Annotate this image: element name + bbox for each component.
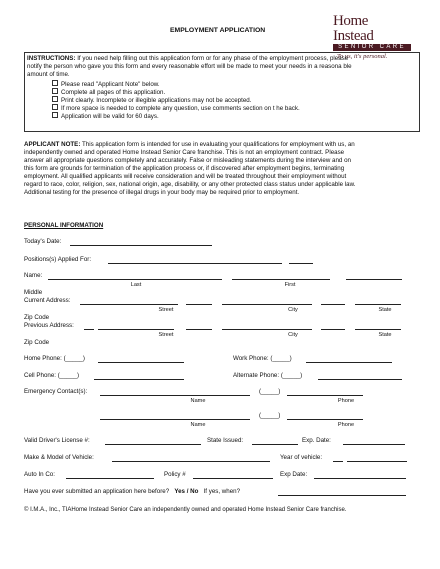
state-caption: State <box>378 307 392 313</box>
emergency-phone-area-1: (_____) <box>259 388 281 395</box>
state-issued-field[interactable] <box>252 444 298 445</box>
instruction-item-text: Please read "Applicant Note" below. <box>61 81 160 88</box>
applicant-note-text-1: This application form is intended for use in evaluating your qualifications for employment with us, an <box>80 141 355 148</box>
previous-address-label: Previous Address: <box>24 322 74 329</box>
exp-date-label: Exp. Date: <box>302 437 331 444</box>
emergency-phone-area-2: (_____) <box>259 412 281 419</box>
instruction-item-text: Complete all pages of this application. <box>61 89 166 96</box>
policy-label: Policy # <box>164 471 186 478</box>
applicant-note-line: independently owned and operated Home Instead Senior Care franchise. This is not an employment contract. Please <box>24 149 345 156</box>
applicant-note-line: answer all appropriate questions completely and accurately. False or misleading statements during the interview and on <box>24 157 351 164</box>
instruction-item-text: Print clearly. Incomplete or illegible applications may not be accepted. <box>61 97 252 104</box>
yes-no-option[interactable]: Yes / No <box>174 488 199 495</box>
current-street-field-2[interactable] <box>186 304 212 305</box>
emergency-name-field-1[interactable] <box>100 395 250 396</box>
current-address-label: Current Address: <box>24 297 71 304</box>
exp-date-2-label: Exp Date: <box>280 471 308 478</box>
phone-area-code: (_____) <box>63 355 85 362</box>
logo-tagline: To us, it's personal. <box>337 53 388 60</box>
year-vehicle-field[interactable] <box>347 461 407 462</box>
current-city-field[interactable] <box>222 304 312 305</box>
make-model-field[interactable] <box>112 461 270 462</box>
last-caption: Last <box>130 282 142 288</box>
instructions-label: INSTRUCTIONS: <box>27 55 76 62</box>
instructions-line-1 <box>27 55 348 63</box>
first-caption: First <box>284 282 296 288</box>
applicant-note-line: Additional testing for the presence of illegal drugs in your body may be required prior to employment. <box>24 189 300 196</box>
todays-date-field[interactable] <box>70 245 212 246</box>
emergency-name-field-2[interactable] <box>100 419 250 420</box>
year-vehicle-label: Year of vehicle: <box>280 454 323 461</box>
emergency-phone-field-2[interactable] <box>287 419 363 420</box>
emergency-phone-field-1[interactable] <box>287 395 363 396</box>
instruction-item <box>52 112 159 121</box>
positions-label: Positions(s) Applied For: <box>24 256 92 263</box>
last-name-field[interactable] <box>48 279 222 280</box>
footer-text: © I.M.A., Inc., TIAHome Instead Senior Care an independently owned and operated Home Instead Senior Care franchise. <box>24 507 347 513</box>
middle-caption: Middle <box>24 289 43 296</box>
applicant-note-line: regard to race, color, religion, sex, national origin, age, disability, or any other protected class status under applicable law. <box>24 181 356 188</box>
home-phone-label <box>24 355 85 363</box>
if-yes-label: If yes, when? <box>203 488 241 495</box>
city-caption: City <box>288 332 298 338</box>
checkbox-icon <box>52 88 58 94</box>
checkbox-icon <box>52 112 58 118</box>
instruction-item-text: If more space is needed to complete any question, use comments section on t he back. <box>61 105 300 112</box>
logo-subtitle: SENIOR CARE <box>333 44 411 51</box>
applicant-note-line: employment. All qualified applicants will receive consideration and will be treated throughout their employment without <box>24 173 347 180</box>
state-issued-label: State Issued: <box>207 437 244 444</box>
name-caption: Name <box>190 422 206 428</box>
checkbox-icon <box>52 104 58 110</box>
if-yes-field[interactable] <box>278 495 406 496</box>
exp-date-2-field[interactable] <box>314 478 406 479</box>
applicant-note-line-1 <box>24 141 355 149</box>
alternate-phone-field[interactable] <box>318 379 402 380</box>
work-phone-field[interactable] <box>306 362 392 363</box>
license-label: Valid Driver's License #: <box>24 437 90 444</box>
street-caption: Street <box>158 307 174 313</box>
previous-street-field-2[interactable] <box>186 329 212 330</box>
policy-field[interactable] <box>193 478 273 479</box>
applicant-note-label: APPLICANT NOTE: <box>24 141 81 148</box>
previous-street-field-a[interactable] <box>84 329 94 330</box>
auto-ins-label: Auto In Co: <box>24 471 55 478</box>
previous-street-field[interactable] <box>98 329 174 330</box>
positions-field-2[interactable] <box>289 263 313 264</box>
alternate-phone-text: Alternate Phone: <box>233 372 280 379</box>
alternate-phone-label <box>233 372 302 380</box>
positions-field[interactable] <box>108 263 282 264</box>
name-caption: Name <box>190 398 206 404</box>
cell-phone-label <box>24 372 79 380</box>
phone-area-code: (_____) <box>57 372 80 379</box>
checkbox-icon <box>52 80 58 86</box>
cell-phone-field[interactable] <box>94 379 184 380</box>
current-city-field-2[interactable] <box>321 304 345 305</box>
phone-caption: Phone <box>337 398 355 404</box>
license-field[interactable] <box>105 444 201 445</box>
instructions-line-3: amount of time. <box>27 71 70 78</box>
zip-code-caption: Zip Code <box>24 339 50 346</box>
work-phone-text: Work Phone: <box>233 355 269 362</box>
personal-info-heading: PERSONAL INFORMATION <box>24 222 104 229</box>
logo-name: Home Instead <box>333 13 374 44</box>
instructions-text-1: If you need help filling out this application form or for any phase of the employment process, please <box>75 55 349 62</box>
todays-date-label: Today's Date: <box>24 238 62 245</box>
city-caption: City <box>288 307 298 313</box>
phone-caption: Phone <box>337 422 355 428</box>
work-phone-label <box>233 355 292 363</box>
auto-ins-field[interactable] <box>66 478 154 479</box>
emergency-contacts-label: Emergency Contact(s): <box>24 388 88 395</box>
page-title: EMPLOYMENT APPLICATION <box>170 27 266 34</box>
previous-city-field-2[interactable] <box>321 329 345 330</box>
instruction-item-text: Application will be valid for 60 days. <box>61 113 159 120</box>
checkbox-icon <box>52 96 58 102</box>
previous-state-field[interactable] <box>355 329 401 330</box>
first-name-field[interactable] <box>232 279 330 280</box>
name-label: Name: <box>24 272 43 279</box>
submitted-question <box>24 488 240 496</box>
zip-code-caption: Zip Code <box>24 314 50 321</box>
make-model-label: Make & Model of Vehicle: <box>24 454 94 461</box>
state-caption: State <box>378 332 392 338</box>
year-vehicle-field-a[interactable] <box>333 461 343 462</box>
current-street-field[interactable] <box>80 304 178 305</box>
phone-area-code: (_____) <box>270 355 292 362</box>
applicant-note-line: this form are grounds for termination of the application process or, if discovered after employment begins, terminating <box>24 165 345 172</box>
home-phone-field[interactable] <box>98 362 184 363</box>
phone-area-code: (_____) <box>280 372 303 379</box>
street-caption: Street <box>158 332 174 338</box>
home-phone-text: Home Phone: <box>24 355 62 362</box>
current-state-field[interactable] <box>355 304 401 305</box>
previous-city-field[interactable] <box>222 329 312 330</box>
middle-name-field[interactable] <box>346 279 402 280</box>
cell-phone-text: Cell Phone: <box>24 372 56 379</box>
exp-date-field[interactable] <box>343 444 405 445</box>
submitted-question-text: Have you ever submitted an application here before? <box>24 488 170 495</box>
instructions-line-2: notify the person who gave you this form and every reasonable effort will be made to meet your needs in a reasona ble <box>27 63 352 70</box>
